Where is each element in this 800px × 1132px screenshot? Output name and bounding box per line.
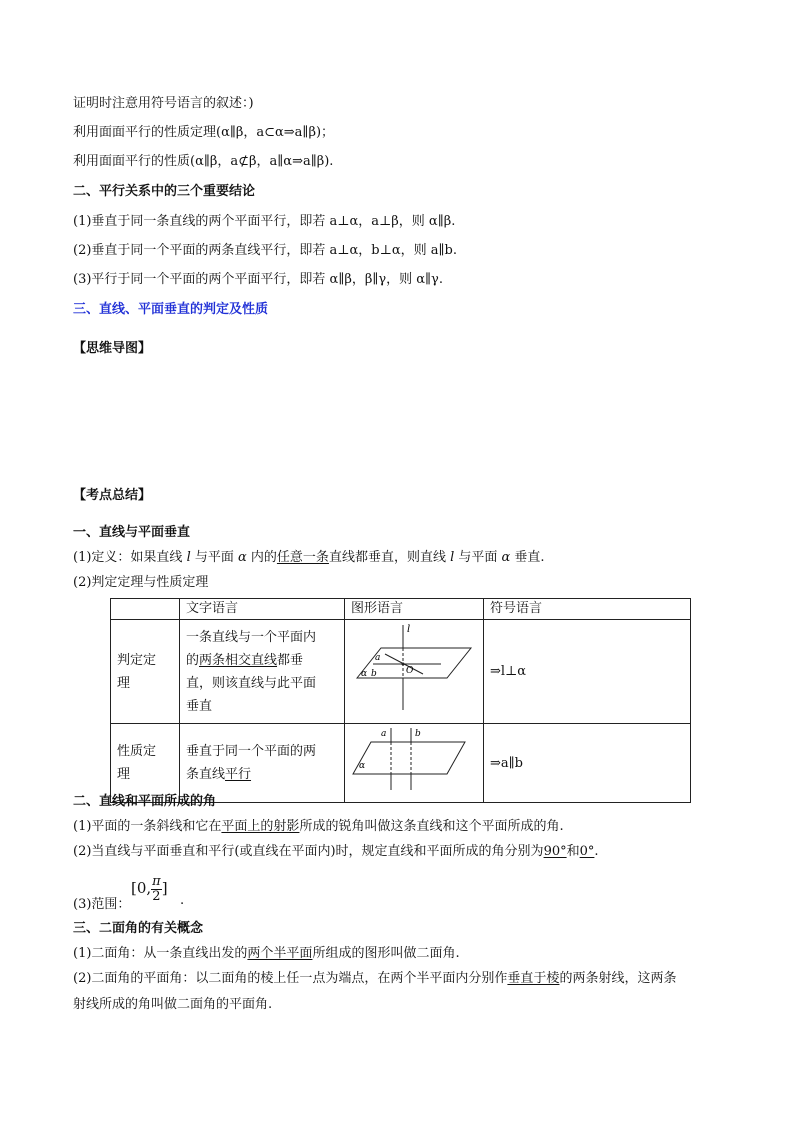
conclusion-2: (2)垂直于同一个平面的两条直线平行，即若 a⊥α，b⊥α，则 a∥b. — [73, 243, 457, 258]
fig1-label-alpha: α — [361, 669, 368, 679]
header-empty — [111, 599, 180, 620]
conclusion-1: (1)垂直于同一条直线的两个平面平行，即若 a⊥α，a⊥β，则 α∥β. — [73, 214, 456, 229]
section-2-title: 二、平行关系中的三个重要结论 — [73, 184, 256, 199]
row1-text: 一条直线与一个平面内 的两条相交直线都垂 直，则该直线与此平面 垂直 — [180, 620, 345, 724]
summary-heading: 【考点总结】 — [73, 488, 152, 503]
header-figure-language: 图形语言 — [345, 599, 484, 620]
angle-item-1: (1)平面的一条斜线和它在平面上的射影所成的锐角叫做这条直线和这个平面所成的角. — [73, 819, 564, 834]
fig2-label-alpha: α — [359, 761, 366, 771]
fig1-label-a: a — [375, 653, 381, 663]
intro-line-1: 证明时注意用符号语言的叙述：) — [73, 96, 254, 111]
fig1-label-o: O — [406, 666, 414, 676]
fig2-label-a: a — [381, 729, 387, 739]
row1-name: 判定定 理 — [111, 620, 180, 724]
table-row — [111, 724, 691, 803]
dihedral-item-2-cont: 射线所成的角叫做二面角的平面角. — [73, 997, 273, 1012]
intro-line-3: 利用面面平行的性质(α∥β，a⊄β，a∥α⇒a∥β). — [73, 154, 334, 169]
header-text-language: 文字语言 — [180, 599, 345, 620]
header-symbol-language: 符号语言 — [484, 599, 691, 620]
row1-figure — [345, 620, 484, 724]
row2-symbol: ⇒a∥b — [484, 724, 691, 803]
part-3-title: 三、二面角的有关概念 — [73, 921, 204, 936]
part-2-title: 二、直线和平面所成的角 — [73, 794, 217, 809]
row2-figure — [345, 724, 484, 803]
mindmap-heading: 【思维导图】 — [73, 341, 152, 356]
part-1-title: 一、直线与平面垂直 — [73, 525, 191, 540]
angle-item-2: (2)当直线与平面垂直和平行(或直线在平面内)时，规定直线和平面所成的角分别为90°和0°. — [73, 844, 599, 859]
row1-symbol: ⇒l⊥α — [484, 620, 691, 724]
dihedral-item-1: (1)二面角：从一条直线出发的两个半平面所组成的图形叫做二面角. — [73, 946, 460, 961]
perpendicular-line-plane-figure — [345, 620, 483, 715]
fig1-label-l: l — [407, 624, 411, 635]
range-label: (3)范围： — [73, 897, 131, 912]
intro-line-2: 利用面面平行的性质定理(α∥β，a⊂α⇒a∥β)； — [73, 125, 335, 140]
fig1-label-b: b — [371, 669, 377, 679]
fig2-label-b: b — [415, 729, 421, 739]
row2-text: 垂直于同一个平面的两 条直线平行 — [180, 724, 345, 803]
table-row — [111, 620, 691, 724]
section-3-title: 三、直线、平面垂直的判定及性质 — [73, 302, 269, 317]
table-header-row — [111, 599, 691, 620]
range-expression: [0, $\frac{\pi}{2}$ ] — [131, 874, 168, 904]
parallel-lines-plane-figure — [345, 724, 483, 794]
underlined-any-line: 任意一条 — [276, 550, 329, 565]
definition-line: (1)定义：如果直线 l 与平面 α 内的任意一条直线都垂直，则直线 l 与平面 α 垂直. — [73, 550, 545, 565]
theorem-subheading: (2)判定定理与性质定理 — [73, 575, 209, 590]
dihedral-item-2: (2)二面角的平面角：以二面角的棱上任一点为端点，在两个半平面内分别作垂直于棱的两条射线，这两条 — [73, 971, 677, 986]
conclusion-3: (3)平行于同一个平面的两个平面平行，即若 α∥β，β∥γ，则 α∥γ. — [73, 272, 443, 287]
row2-name: 性质定 理 — [111, 724, 180, 803]
theorem-table — [110, 598, 691, 803]
